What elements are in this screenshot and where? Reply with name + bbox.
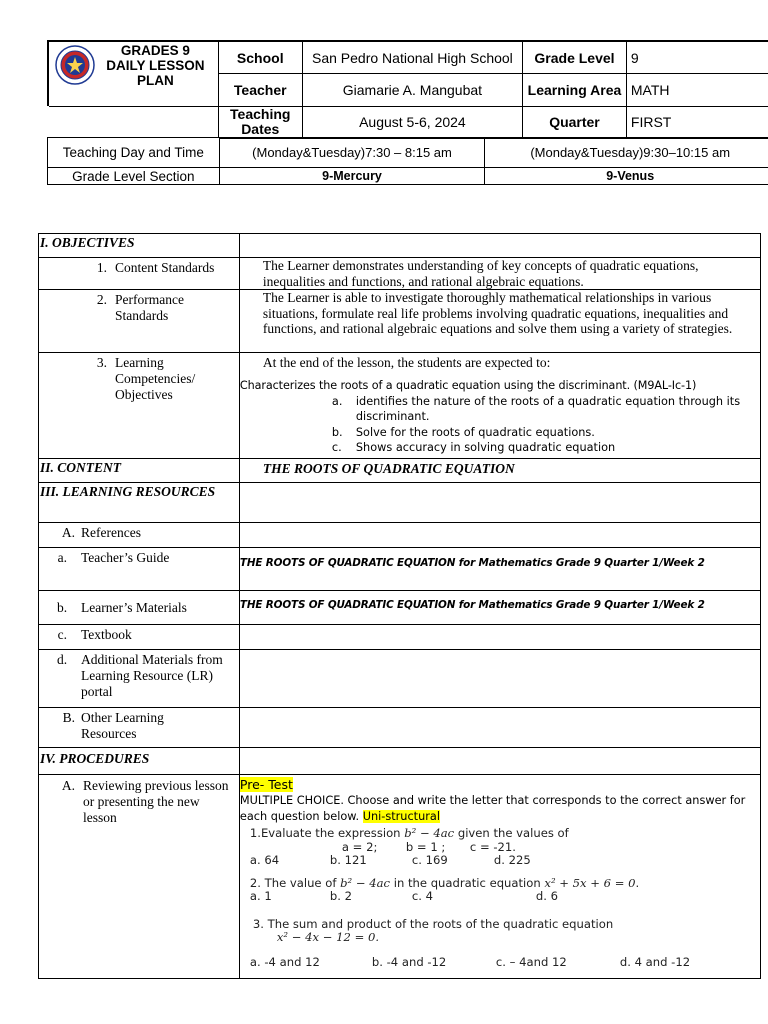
item-number: 2. [96,292,107,307]
day-time-label: Teaching Day and Time [48,138,220,168]
empty-cell [239,625,760,650]
teaching-dates-label: Teaching Dates [218,107,302,139]
title-cell [48,41,218,107]
lesson-plan-title: GRADES 9 DAILY LESSON PLAN [106,43,205,88]
pretest-title: Pre- Test [239,777,293,792]
section-2: 9-Venus [485,168,768,185]
performance-standards-item [39,290,240,353]
content-topic: THE ROOTS OF QUADRATIC EQUATION [239,459,760,483]
header-table [47,40,768,139]
lesson-plan-table [38,233,761,979]
pretest-content [239,775,760,979]
sub-objective-c: c. Shows accuracy in solving quadratic equation [331,441,616,454]
item-number: 3. [96,355,107,370]
content-standards-label: Content Standards [115,260,215,275]
learners-materials-value: THE ROOTS OF QUADRATIC EQUATION for Mathematics Grade 9 Quarter 1/Week 2 [239,591,760,625]
section-label: Grade Level Section [48,168,220,185]
resources-heading: III. LEARNING RESOURCES [39,483,240,523]
empty-cell [239,650,760,708]
performance-standards-label: Performance Standards [115,292,184,323]
other-resources-item: B. Other Learning Resources [39,708,240,748]
empty-cell [239,748,760,775]
grade-level-label: Grade Level [523,41,627,74]
question-3: 3. The sum and product of the roots of the quadratic equation x² − 4x − 12 = 0. a. -4 and 12 b. -4 and -12 c. – 4and 12 d. 4 and -12 [249,916,691,969]
content-heading: II. CONTENT [39,459,240,483]
deped-seal-logo [55,45,95,85]
grade-level-value: 9 [626,41,768,74]
textbook-item: c. Textbook [39,625,240,650]
section-1: 9-Mercury [219,168,485,185]
quarter-value: FIRST [626,107,768,139]
schedule-table [47,137,768,185]
teaching-dates-value: August 5-6, 2024 [302,107,522,139]
empty-cell [239,708,760,748]
empty-cell [239,483,760,523]
teacher-label: Teacher [218,74,302,107]
references-item: A. References [39,523,240,548]
time-slot-1: (Monday&Tuesday)7:30 – 8:15 am [219,138,485,168]
competencies-content [239,353,760,459]
school-value: San Pedro National High School [302,41,522,74]
learning-area-value: MATH [626,74,768,107]
item-number: 1. [96,260,107,275]
additional-materials-item: d. Additional Materials from Learning Resource (LR) portal [39,650,240,708]
teacher-value: Giamarie A. Mangubat [302,74,522,107]
empty-cell [239,234,760,258]
procedures-heading: IV. PROCEDURES [39,748,240,775]
sub-objective-b: b. Solve for the roots of quadratic equations. [331,425,595,439]
time-slot-2: (Monday&Tuesday)9:30–10:15 am [485,138,768,168]
sub-objective-a: a. identifies the nature of the roots of a quadratic equation through its discriminant. [331,394,741,423]
objectives-heading: I. OBJECTIVES [39,234,240,258]
teachers-guide-item: a. Teacher’s Guide [39,548,240,591]
question-1: 1.Evaluate the expression b² − 4ac given the values of a = 2; b = 1 ; c = -21. a. 64 b. 121 c. 169 d. 225 [249,826,569,867]
school-label: School [218,41,302,74]
pretest-instructions: MULTIPLE CHOICE. Choose and write the letter that corresponds to the correct answer for each question below. Uni-structural [239,794,746,823]
competencies-label: Learning Competencies/ Objectives [115,355,196,402]
performance-standards-text: The Learner is able to investigate thoroughly mathematical relationships in various situations, formulate real life problems involving quadratic equations, inequalities and functions, and rational algebraic equations and solve them using a variety of strategies. [239,290,760,353]
competencies-intro: At the end of the lesson, the students are expected to: [262,355,551,370]
empty-cell [239,523,760,548]
learning-area-label: Learning Area [523,74,627,107]
teachers-guide-value: THE ROOTS OF QUADRATIC EQUATION for Mathematics Grade 9 Quarter 1/Week 2 [239,548,760,591]
competencies-main: Characterizes the roots of a quadratic equation using the discriminant. (M9AL-Ic-1) [239,379,697,392]
content-standards-item [39,258,240,290]
question-2: 2. The value of b² − 4ac in the quadratic equation x² + 5x + 6 = 0. a. 1 b. 2 c. 4 d. 6 [249,875,640,903]
blank-cell [48,107,218,139]
quarter-label: Quarter [523,107,627,139]
review-item: A. Reviewing previous lesson or presenting the new lesson [39,775,240,979]
competencies-item [39,353,240,459]
taxonomy-tag: Uni-structural [362,810,440,823]
learners-materials-item: b. Learner’s Materials [39,591,240,625]
content-standards-text: The Learner demonstrates understanding of key concepts of quadratic equations, inequalities and functions, and rational algebraic equations. [239,258,760,290]
